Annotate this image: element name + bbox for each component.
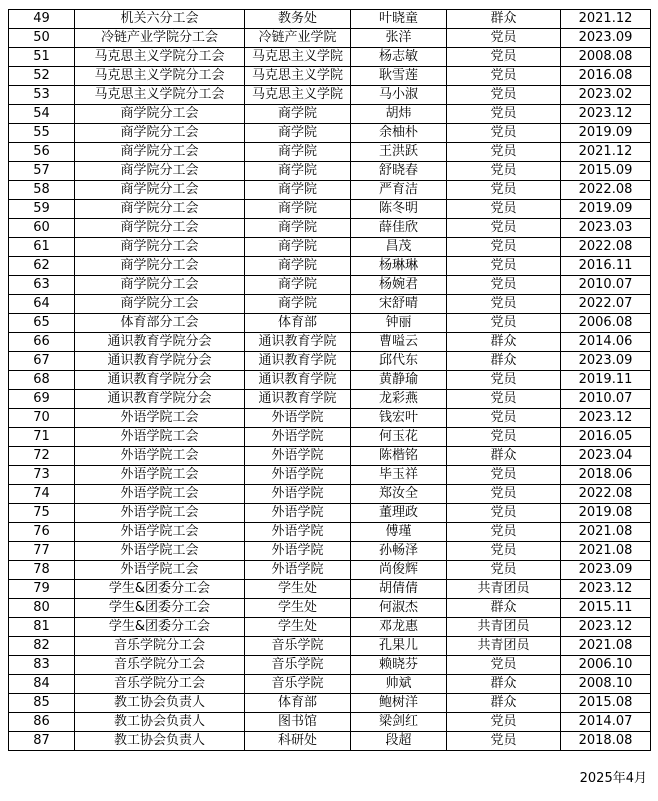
date-cell: 2023.03 <box>561 219 651 238</box>
row-number-cell: 66 <box>9 333 75 352</box>
table-row <box>9 485 651 504</box>
member-name-cell: 舒晓春 <box>351 162 447 181</box>
department-cell: 外语学院 <box>245 409 351 428</box>
table-row <box>9 675 651 694</box>
date-cell: 2006.10 <box>561 656 651 675</box>
political-status-cell: 党员 <box>447 219 561 238</box>
department-cell: 外语学院 <box>245 523 351 542</box>
department-cell: 外语学院 <box>245 485 351 504</box>
date-cell: 2010.07 <box>561 390 651 409</box>
union-branch-cell: 音乐学院分工会 <box>75 656 245 675</box>
table-row <box>9 428 651 447</box>
department-cell: 马克思主义学院 <box>245 67 351 86</box>
row-number-cell: 71 <box>9 428 75 447</box>
row-number-cell: 55 <box>9 124 75 143</box>
political-status-cell: 群众 <box>447 447 561 466</box>
date-cell: 2019.09 <box>561 200 651 219</box>
member-name-cell: 陈楷铭 <box>351 447 447 466</box>
date-cell: 2014.06 <box>561 333 651 352</box>
date-cell: 2023.12 <box>561 618 651 637</box>
union-branch-cell: 通识教育学院分会 <box>75 371 245 390</box>
department-cell: 通识教育学院 <box>245 371 351 390</box>
table-row <box>9 10 651 29</box>
row-number-cell: 79 <box>9 580 75 599</box>
department-cell: 通识教育学院 <box>245 390 351 409</box>
row-number-cell: 58 <box>9 181 75 200</box>
political-status-cell: 党员 <box>447 523 561 542</box>
department-cell: 商学院 <box>245 124 351 143</box>
member-name-cell: 胡炜 <box>351 105 447 124</box>
political-status-cell: 党员 <box>447 143 561 162</box>
member-name-cell: 梁剑红 <box>351 713 447 732</box>
union-branch-cell: 通识教育学院分会 <box>75 333 245 352</box>
union-branch-cell: 商学院分工会 <box>75 200 245 219</box>
date-cell: 2023.09 <box>561 561 651 580</box>
date-cell: 2016.08 <box>561 67 651 86</box>
table-row <box>9 29 651 48</box>
member-name-cell: 耿雪莲 <box>351 67 447 86</box>
row-number-cell: 69 <box>9 390 75 409</box>
member-name-cell: 郑汝全 <box>351 485 447 504</box>
date-cell: 2022.08 <box>561 181 651 200</box>
union-branch-cell: 外语学院工会 <box>75 504 245 523</box>
row-number-cell: 80 <box>9 599 75 618</box>
union-branch-cell: 教工协会负责人 <box>75 713 245 732</box>
union-branch-cell: 商学院分工会 <box>75 238 245 257</box>
political-status-cell: 党员 <box>447 371 561 390</box>
date-cell: 2018.08 <box>561 732 651 751</box>
row-number-cell: 54 <box>9 105 75 124</box>
table-row <box>9 162 651 181</box>
date-cell: 2015.09 <box>561 162 651 181</box>
member-name-cell: 严育洁 <box>351 181 447 200</box>
table-row <box>9 447 651 466</box>
department-cell: 外语学院 <box>245 428 351 447</box>
table-row <box>9 371 651 390</box>
member-name-cell: 胡倩倩 <box>351 580 447 599</box>
union-branch-cell: 通识教育学院分会 <box>75 352 245 371</box>
member-name-cell: 孔果儿 <box>351 637 447 656</box>
member-name-cell: 何淑杰 <box>351 599 447 618</box>
union-branch-cell: 外语学院工会 <box>75 409 245 428</box>
row-number-cell: 84 <box>9 675 75 694</box>
row-number-cell: 72 <box>9 447 75 466</box>
department-cell: 商学院 <box>245 143 351 162</box>
union-branch-cell: 外语学院工会 <box>75 447 245 466</box>
political-status-cell: 党员 <box>447 124 561 143</box>
table-row <box>9 238 651 257</box>
table-row <box>9 181 651 200</box>
member-name-cell: 马小淑 <box>351 86 447 105</box>
political-status-cell: 党员 <box>447 200 561 219</box>
date-cell: 2008.10 <box>561 675 651 694</box>
table-row <box>9 314 651 333</box>
union-branch-cell: 外语学院工会 <box>75 561 245 580</box>
member-name-cell: 张洋 <box>351 29 447 48</box>
row-number-cell: 76 <box>9 523 75 542</box>
political-status-cell: 群众 <box>447 10 561 29</box>
row-number-cell: 61 <box>9 238 75 257</box>
member-name-cell: 邱代东 <box>351 352 447 371</box>
union-branch-cell: 商学院分工会 <box>75 181 245 200</box>
department-cell: 冷链产业学院 <box>245 29 351 48</box>
union-branch-cell: 商学院分工会 <box>75 105 245 124</box>
union-branch-cell: 商学院分工会 <box>75 257 245 276</box>
date-cell: 2018.06 <box>561 466 651 485</box>
department-cell: 商学院 <box>245 219 351 238</box>
political-status-cell: 群众 <box>447 333 561 352</box>
member-name-cell: 余柚朴 <box>351 124 447 143</box>
date-cell: 2022.08 <box>561 485 651 504</box>
date-cell: 2023.04 <box>561 447 651 466</box>
union-branch-cell: 音乐学院分工会 <box>75 637 245 656</box>
department-cell: 通识教育学院 <box>245 352 351 371</box>
date-cell: 2019.09 <box>561 124 651 143</box>
union-branch-cell: 机关六分工会 <box>75 10 245 29</box>
table-row <box>9 409 651 428</box>
member-table <box>8 9 651 751</box>
row-number-cell: 64 <box>9 295 75 314</box>
document-date: 2025年4月 <box>579 771 647 786</box>
political-status-cell: 党员 <box>447 561 561 580</box>
union-branch-cell: 外语学院工会 <box>75 428 245 447</box>
department-cell: 学生处 <box>245 580 351 599</box>
department-cell: 学生处 <box>245 599 351 618</box>
date-cell: 2016.11 <box>561 257 651 276</box>
department-cell: 商学院 <box>245 257 351 276</box>
table-row <box>9 352 651 371</box>
table-row <box>9 694 651 713</box>
member-name-cell: 龙彩燕 <box>351 390 447 409</box>
union-branch-cell: 外语学院工会 <box>75 542 245 561</box>
union-branch-cell: 学生&团委分工会 <box>75 599 245 618</box>
row-number-cell: 56 <box>9 143 75 162</box>
table-row <box>9 124 651 143</box>
date-cell: 2006.08 <box>561 314 651 333</box>
member-name-cell: 钱宏叶 <box>351 409 447 428</box>
political-status-cell: 党员 <box>447 713 561 732</box>
table-row <box>9 599 651 618</box>
date-cell: 2015.11 <box>561 599 651 618</box>
political-status-cell: 党员 <box>447 238 561 257</box>
member-name-cell: 邓龙惠 <box>351 618 447 637</box>
political-status-cell: 党员 <box>447 504 561 523</box>
date-cell: 2015.08 <box>561 694 651 713</box>
table-row <box>9 542 651 561</box>
table-row <box>9 504 651 523</box>
row-number-cell: 53 <box>9 86 75 105</box>
political-status-cell: 党员 <box>447 105 561 124</box>
date-cell: 2010.07 <box>561 276 651 295</box>
table-row <box>9 219 651 238</box>
union-branch-cell: 音乐学院分工会 <box>75 675 245 694</box>
row-number-cell: 52 <box>9 67 75 86</box>
union-branch-cell: 商学院分工会 <box>75 276 245 295</box>
row-number-cell: 57 <box>9 162 75 181</box>
date-cell: 2023.09 <box>561 29 651 48</box>
department-cell: 学生处 <box>245 618 351 637</box>
department-cell: 外语学院 <box>245 466 351 485</box>
political-status-cell: 党员 <box>447 485 561 504</box>
member-table-body <box>9 10 651 751</box>
union-branch-cell: 通识教育学院分会 <box>75 390 245 409</box>
table-row <box>9 580 651 599</box>
row-number-cell: 62 <box>9 257 75 276</box>
political-status-cell: 共青团员 <box>447 618 561 637</box>
row-number-cell: 63 <box>9 276 75 295</box>
member-name-cell: 杨志敏 <box>351 48 447 67</box>
department-cell: 音乐学院 <box>245 656 351 675</box>
political-status-cell: 群众 <box>447 599 561 618</box>
member-name-cell: 昌茂 <box>351 238 447 257</box>
member-name-cell: 毕玉祥 <box>351 466 447 485</box>
date-cell: 2022.08 <box>561 238 651 257</box>
row-number-cell: 86 <box>9 713 75 732</box>
department-cell: 音乐学院 <box>245 675 351 694</box>
union-branch-cell: 学生&团委分工会 <box>75 618 245 637</box>
union-branch-cell: 学生&团委分工会 <box>75 580 245 599</box>
table-row <box>9 295 651 314</box>
member-name-cell: 董理政 <box>351 504 447 523</box>
department-cell: 体育部 <box>245 314 351 333</box>
date-cell: 2019.08 <box>561 504 651 523</box>
political-status-cell: 党员 <box>447 162 561 181</box>
department-cell: 教务处 <box>245 10 351 29</box>
political-status-cell: 党员 <box>447 86 561 105</box>
union-branch-cell: 体育部分工会 <box>75 314 245 333</box>
political-status-cell: 党员 <box>447 656 561 675</box>
political-status-cell: 党员 <box>447 732 561 751</box>
department-cell: 外语学院 <box>245 561 351 580</box>
row-number-cell: 77 <box>9 542 75 561</box>
union-branch-cell: 外语学院工会 <box>75 523 245 542</box>
row-number-cell: 67 <box>9 352 75 371</box>
political-status-cell: 群众 <box>447 352 561 371</box>
department-cell: 商学院 <box>245 105 351 124</box>
member-name-cell: 帅斌 <box>351 675 447 694</box>
table-row <box>9 618 651 637</box>
department-cell: 外语学院 <box>245 504 351 523</box>
department-cell: 商学院 <box>245 238 351 257</box>
department-cell: 马克思主义学院 <box>245 48 351 67</box>
member-name-cell: 段超 <box>351 732 447 751</box>
union-branch-cell: 商学院分工会 <box>75 219 245 238</box>
political-status-cell: 党员 <box>447 409 561 428</box>
table-row <box>9 333 651 352</box>
political-status-cell: 党员 <box>447 466 561 485</box>
table-row <box>9 713 651 732</box>
political-status-cell: 党员 <box>447 257 561 276</box>
row-number-cell: 75 <box>9 504 75 523</box>
political-status-cell: 党员 <box>447 295 561 314</box>
date-cell: 2021.08 <box>561 542 651 561</box>
member-name-cell: 曹嗌云 <box>351 333 447 352</box>
political-status-cell: 共青团员 <box>447 580 561 599</box>
table-row <box>9 276 651 295</box>
table-row <box>9 656 651 675</box>
union-branch-cell: 商学院分工会 <box>75 124 245 143</box>
row-number-cell: 68 <box>9 371 75 390</box>
union-branch-cell: 教工协会负责人 <box>75 694 245 713</box>
department-cell: 音乐学院 <box>245 637 351 656</box>
member-name-cell: 鲍树洋 <box>351 694 447 713</box>
member-name-cell: 傅瑾 <box>351 523 447 542</box>
member-name-cell: 黄静瑜 <box>351 371 447 390</box>
date-cell: 2019.11 <box>561 371 651 390</box>
table-row <box>9 732 651 751</box>
date-cell: 2021.08 <box>561 637 651 656</box>
row-number-cell: 59 <box>9 200 75 219</box>
member-name-cell: 孙畅泽 <box>351 542 447 561</box>
union-branch-cell: 外语学院工会 <box>75 485 245 504</box>
member-name-cell: 钟丽 <box>351 314 447 333</box>
department-cell: 科研处 <box>245 732 351 751</box>
table-row <box>9 257 651 276</box>
department-cell: 通识教育学院 <box>245 333 351 352</box>
union-branch-cell: 商学院分工会 <box>75 162 245 181</box>
date-cell: 2022.07 <box>561 295 651 314</box>
union-branch-cell: 教工协会负责人 <box>75 732 245 751</box>
table-row <box>9 143 651 162</box>
political-status-cell: 群众 <box>447 694 561 713</box>
table-row <box>9 48 651 67</box>
political-status-cell: 党员 <box>447 181 561 200</box>
member-name-cell: 薛佳欣 <box>351 219 447 238</box>
date-cell: 2023.12 <box>561 580 651 599</box>
department-cell: 马克思主义学院 <box>245 86 351 105</box>
political-status-cell: 群众 <box>447 675 561 694</box>
row-number-cell: 60 <box>9 219 75 238</box>
date-cell: 2021.08 <box>561 523 651 542</box>
table-row <box>9 390 651 409</box>
date-cell: 2016.05 <box>561 428 651 447</box>
date-cell: 2023.12 <box>561 105 651 124</box>
union-branch-cell: 商学院分工会 <box>75 295 245 314</box>
political-status-cell: 党员 <box>447 542 561 561</box>
row-number-cell: 74 <box>9 485 75 504</box>
date-cell: 2021.12 <box>561 143 651 162</box>
member-name-cell: 何玉花 <box>351 428 447 447</box>
member-name-cell: 尚俊辉 <box>351 561 447 580</box>
political-status-cell: 党员 <box>447 276 561 295</box>
union-branch-cell: 马克思主义学院分工会 <box>75 48 245 67</box>
table-row <box>9 200 651 219</box>
row-number-cell: 49 <box>9 10 75 29</box>
department-cell: 商学院 <box>245 295 351 314</box>
member-name-cell: 杨琳琳 <box>351 257 447 276</box>
date-cell: 2008.08 <box>561 48 651 67</box>
union-branch-cell: 马克思主义学院分工会 <box>75 86 245 105</box>
row-number-cell: 78 <box>9 561 75 580</box>
row-number-cell: 85 <box>9 694 75 713</box>
row-number-cell: 51 <box>9 48 75 67</box>
department-cell: 商学院 <box>245 276 351 295</box>
political-status-cell: 党员 <box>447 314 561 333</box>
member-name-cell: 叶晓童 <box>351 10 447 29</box>
department-cell: 图书馆 <box>245 713 351 732</box>
row-number-cell: 73 <box>9 466 75 485</box>
table-row <box>9 637 651 656</box>
table-row <box>9 561 651 580</box>
department-cell: 商学院 <box>245 181 351 200</box>
member-name-cell: 宋舒晴 <box>351 295 447 314</box>
member-name-cell: 杨婉君 <box>351 276 447 295</box>
union-branch-cell: 马克思主义学院分工会 <box>75 67 245 86</box>
department-cell: 体育部 <box>245 694 351 713</box>
table-row <box>9 466 651 485</box>
table-row <box>9 523 651 542</box>
department-cell: 外语学院 <box>245 447 351 466</box>
table-row <box>9 86 651 105</box>
member-name-cell: 陈冬明 <box>351 200 447 219</box>
row-number-cell: 81 <box>9 618 75 637</box>
row-number-cell: 82 <box>9 637 75 656</box>
union-branch-cell: 外语学院工会 <box>75 466 245 485</box>
date-cell: 2023.09 <box>561 352 651 371</box>
political-status-cell: 党员 <box>447 390 561 409</box>
table-row <box>9 105 651 124</box>
date-cell: 2021.12 <box>561 10 651 29</box>
union-branch-cell: 冷链产业学院分工会 <box>75 29 245 48</box>
political-status-cell: 党员 <box>447 48 561 67</box>
department-cell: 外语学院 <box>245 542 351 561</box>
date-cell: 2023.02 <box>561 86 651 105</box>
political-status-cell: 共青团员 <box>447 637 561 656</box>
row-number-cell: 70 <box>9 409 75 428</box>
department-cell: 商学院 <box>245 162 351 181</box>
department-cell: 商学院 <box>245 200 351 219</box>
table-row <box>9 67 651 86</box>
political-status-cell: 党员 <box>447 29 561 48</box>
row-number-cell: 50 <box>9 29 75 48</box>
date-cell: 2023.12 <box>561 409 651 428</box>
date-cell: 2014.07 <box>561 713 651 732</box>
row-number-cell: 87 <box>9 732 75 751</box>
member-name-cell: 王洪跃 <box>351 143 447 162</box>
row-number-cell: 83 <box>9 656 75 675</box>
union-branch-cell: 商学院分工会 <box>75 143 245 162</box>
member-name-cell: 赖晓芬 <box>351 656 447 675</box>
political-status-cell: 党员 <box>447 67 561 86</box>
political-status-cell: 党员 <box>447 428 561 447</box>
row-number-cell: 65 <box>9 314 75 333</box>
